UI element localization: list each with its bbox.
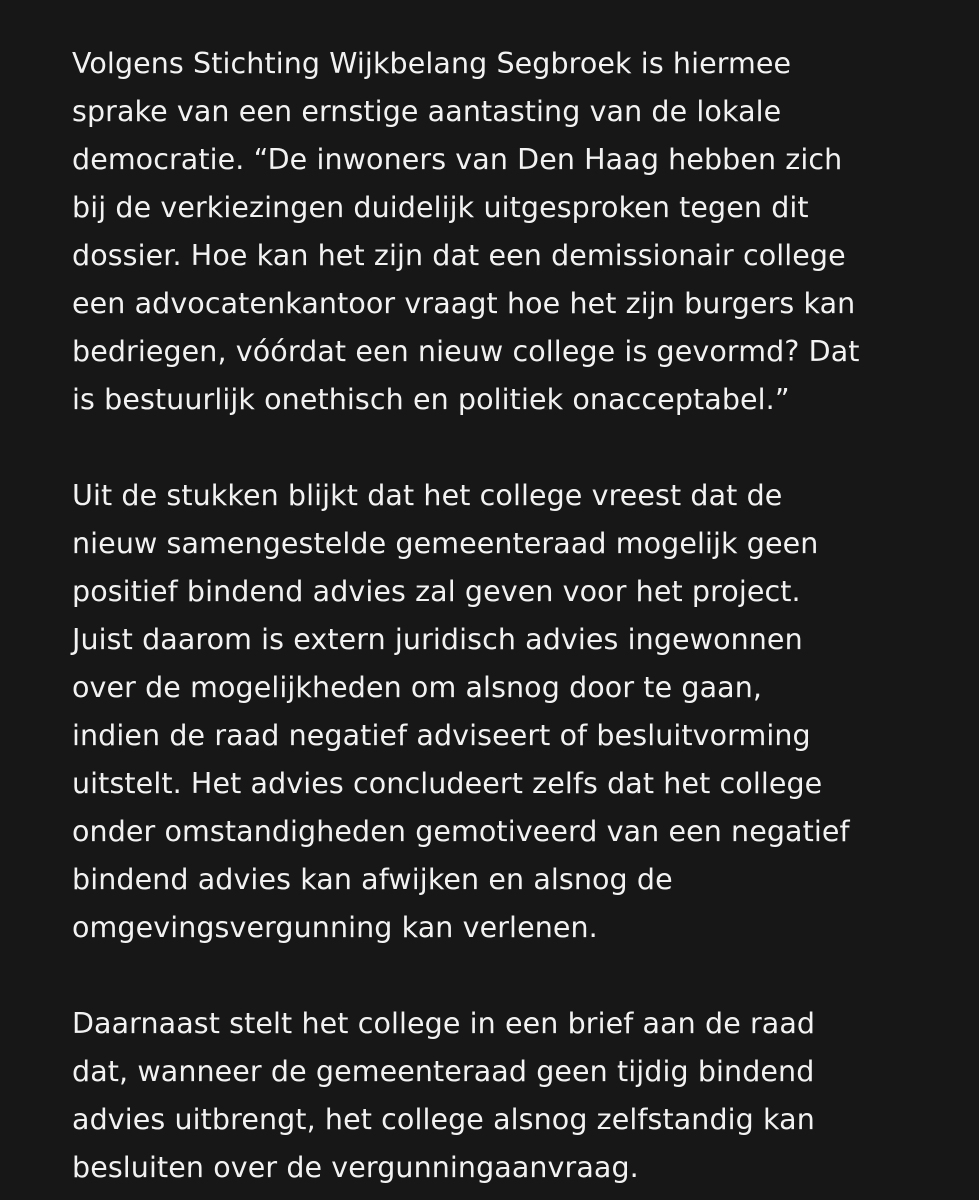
paragraph-3 xyxy=(72,1000,919,1192)
text-line: nieuw samengestelde gemeenteraad mogelijk geen xyxy=(72,527,819,560)
text-line: Daarnaast stelt het college in een brief aan de raad xyxy=(72,1007,816,1040)
text-line: over de mogelijkheden om alsnog door te gaan, xyxy=(72,671,763,704)
text-line: onder omstandigheden gemotiveerd van een negatief xyxy=(72,815,850,848)
paragraph-spacing xyxy=(72,424,919,472)
paragraph-1 xyxy=(72,40,919,424)
text-line: democratie. “De inwoners van Den Haag hebben zich xyxy=(72,143,843,176)
paragraph-spacing xyxy=(72,952,919,1000)
text-line: advies uitbrengt, het college alsnog zelfstandig kan xyxy=(72,1103,815,1136)
text-line: sprake van een ernstige aantasting van de lokale xyxy=(72,95,782,128)
text-line: Uit de stukken blijkt dat het college vreest dat de xyxy=(72,479,783,512)
paragraph-2 xyxy=(72,472,919,952)
text-line: bij de verkiezingen duidelijk uitgesproken tegen dit xyxy=(72,191,809,224)
text-line: omgevingsvergunning kan verlenen. xyxy=(72,911,598,944)
text-line: dossier. Hoe kan het zijn dat een demissionair college xyxy=(72,239,846,272)
text-line: positief bindend advies zal geven voor het project. xyxy=(72,575,801,608)
text-line: indien de raad negatief adviseert of besluitvorming xyxy=(72,719,811,752)
text-line: bindend advies kan afwijken en alsnog de xyxy=(72,863,673,896)
text-line: bedriegen, vóórdat een nieuw college is gevormd? Dat xyxy=(72,335,860,368)
text-line: een advocatenkantoor vraagt hoe het zijn burgers kan xyxy=(72,287,856,320)
text-line: uitstelt. Het advies concludeert zelfs dat het college xyxy=(72,767,823,800)
text-line: dat, wanneer de gemeenteraad geen tijdig bindend xyxy=(72,1055,815,1088)
text-line: besluiten over de vergunningaanvraag. xyxy=(72,1151,639,1184)
text-line: Volgens Stichting Wijkbelang Segbroek is hiermee xyxy=(72,47,792,80)
text-line: Juist daarom is extern juridisch advies ingewonnen xyxy=(72,623,803,656)
text-line: is bestuurlijk onethisch en politiek onacceptabel.” xyxy=(72,383,790,416)
